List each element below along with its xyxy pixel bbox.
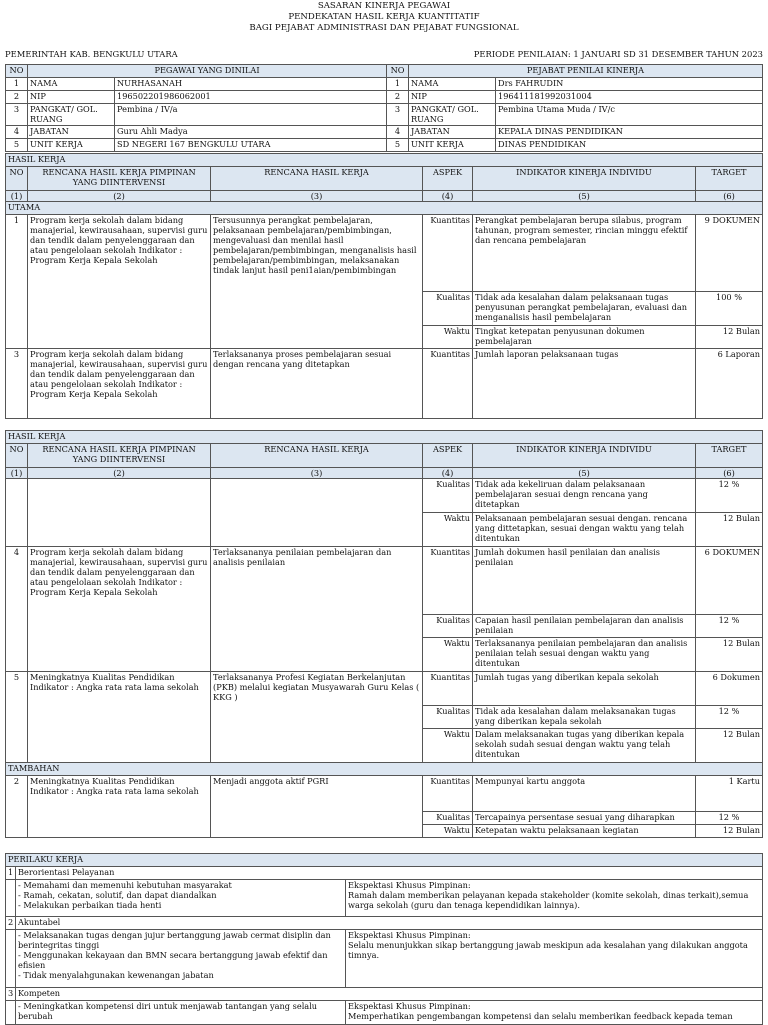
document-header: [0, 0, 768, 34]
rencana-hasil: Terlaksananya penilaian pembelajaran dan analisis penilaian: [211, 547, 423, 672]
utama-label: UTAMA: [6, 202, 763, 215]
indikator: Terlaksananya penilaian pembelajaran dan analisis penilaian telah sesuai dengan waktu yang ditentukan: [473, 638, 696, 672]
pejabat-penilai-title: PEJABAT PENILAI KINERJA: [409, 65, 763, 78]
field-label: NAMA: [409, 78, 496, 91]
aspek: Kualitas: [423, 706, 473, 729]
col-header: INDIKATOR KINERJA INDIVIDU: [473, 167, 696, 191]
table-row: [6, 104, 763, 126]
periode-label: PERIODE PENILAIAN: 1 JANUARI SD 31 DESEMBER TAHUN 2023: [473, 49, 763, 59]
field-value: 196411181992031004: [496, 91, 763, 104]
target: 6 Laporan: [696, 349, 763, 419]
field-label: UNIT KERJA: [409, 139, 496, 152]
ekspektasi-heading: Ekspektasi Khusus Pimpinan:: [348, 880, 471, 890]
section-title: HASIL KERJA: [6, 431, 763, 444]
col-header: RENCANA HASIL KERJA PIMPINAN YANG DIINTERVENSI: [28, 444, 211, 468]
field-value: Drs FAHRUDIN: [496, 78, 763, 91]
ekspektasi-heading: Ekspektasi Khusus Pimpinan:: [348, 1001, 471, 1011]
row-no: 4: [6, 126, 28, 139]
target: 12 Bulan: [696, 729, 763, 763]
row-no: 4: [6, 547, 28, 672]
aspek: Kuantitas: [423, 547, 473, 615]
perilaku-heading: [6, 917, 763, 930]
indikator: Jumlah dokumen hasil penilaian dan analisis penilaian: [473, 547, 696, 615]
field-label: JABATAN: [28, 126, 115, 139]
row-no: 2: [387, 91, 409, 104]
indikator: Tidak ada kesalahan dalam melaksanakan tugas yang diberikan kepala sekolah: [473, 706, 696, 729]
col-header: INDIKATOR KINERJA INDIVIDU: [473, 444, 696, 468]
list-item: - Ramah, cekatan, solutif, dan dapat diandalkan: [18, 890, 217, 900]
col-number: (2): [28, 191, 211, 202]
rencana-pimpinan: Meningkatnya Kualitas Pendidikan Indikator : Angka rata rata lama sekolah: [28, 672, 211, 763]
table-row: [6, 547, 763, 615]
indikator: Perangkat pembelajaran berupa silabus, program tahunan, program semester, rincian minggu efektif dan rencana pembelajaran: [473, 215, 696, 292]
list-item: - Menggunakan kekayaan dan BMN secara bertanggung jawab efektif dan efisien: [18, 950, 328, 970]
row-no: 3: [6, 988, 16, 1001]
header-line-1: SASARAN KINERJA PEGAWAI: [317, 1, 451, 11]
field-label: PANGKAT/ GOL. RUANG: [28, 104, 115, 126]
perilaku-row: [6, 880, 763, 917]
row-no: 1: [6, 78, 28, 91]
table-row: [6, 91, 763, 104]
col-number: (3): [211, 468, 423, 479]
field-value: Guru Ahli Madya: [115, 126, 387, 139]
col-no: NO: [6, 65, 28, 78]
header-line-2: PENDEKATAN HASIL KERJA KUANTITATIF: [288, 12, 480, 22]
target: 9 DOKUMEN: [696, 215, 763, 292]
ekspektasi-text: Selalu menunjukkan sikap bertanggung jawab meskipun ada kesalahan yang dilakukan anggota timnya.: [348, 940, 748, 960]
target: 6 DOKUMEN: [696, 547, 763, 615]
rencana-hasil: Terlaksananya proses pembelajaran sesuai dengan rencana yang ditetapkan: [211, 349, 423, 419]
table-row: [6, 776, 763, 812]
row-no: 5: [6, 139, 28, 152]
col-header: RENCANA HASIL KERJA: [211, 444, 423, 468]
indikator: Jumlah tugas yang diberikan kepala sekolah: [473, 672, 696, 706]
list-item: - Meningkatkan kompetensi diri untuk menjawab tantangan yang selalu berubah: [18, 1001, 318, 1021]
section-title: PERILAKU KERJA: [6, 854, 763, 867]
field-value: DINAS PENDIDIKAN: [496, 139, 763, 152]
rencana-hasil: Terlaksananya Profesi Kegiatan Berkelanjutan (PKB) melalui kegiatan Musyawarah Guru Kelas ( KKG ): [211, 672, 423, 763]
pegawai-dinilai-title: PEGAWAI YANG DINILAI: [28, 65, 387, 78]
target: 6 Dokumen: [696, 672, 763, 706]
target: 12 %: [696, 479, 763, 513]
col-number: (3): [211, 191, 423, 202]
aspek: Waktu: [423, 513, 473, 547]
list-item: - Melaksanakan tugas dengan jujur bertanggung jawab cermat disiplin dan berintegritas tinggi: [18, 930, 331, 950]
rencana-pimpinan: Program kerja sekolah dalam bidang manajerial, kewirausahaan, supervisi guru dan tendik dalam penyelenggaraan dan atau pengelolaan sekolah Indikator : Program Kerja Kepala Sekolah: [28, 215, 211, 349]
field-label: PANGKAT/ GOL. RUANG: [409, 104, 496, 126]
col-number: (2): [28, 468, 211, 479]
perilaku-name: Kompeten: [16, 988, 763, 1001]
indikator: Tidak ada kesalahan dalam pelaksanaan tugas penyusunan perangkat pembelajaran, evaluasi dan menganalisis hasil pembelajaran: [473, 292, 696, 326]
row-no: 3: [387, 104, 409, 126]
aspek: Waktu: [423, 326, 473, 349]
table-row: [6, 215, 763, 292]
ekspektasi-text: Memperhatikan pengembangan kompetensi dan selalu memberikan feedback kepada teman: [348, 1011, 733, 1021]
aspek: Kuantitas: [423, 215, 473, 292]
list-item: - Memahami dan memenuhi kebutuhan masyarakat: [18, 880, 232, 890]
col-header: NO: [6, 167, 28, 191]
indikator: Mempunyai kartu anggota: [473, 776, 696, 812]
col-number: (5): [473, 191, 696, 202]
col-number: (4): [423, 468, 473, 479]
field-value: KEPALA DINAS PENDIDIKAN: [496, 126, 763, 139]
list-item: - Melakukan perbaikan tiada henti: [18, 900, 162, 910]
aspek: Kualitas: [423, 615, 473, 638]
indikator: Tidak ada kekeliruan dalam pelaksanaan pembelajaran sesuai dengn rencana yang ditetapkan: [473, 479, 696, 513]
perilaku-row: [6, 1001, 763, 1025]
rencana-pimpinan: Program kerja sekolah dalam bidang manajerial, kewirausahaan, supervisi guru dan tendik dalam penyelenggaraan dan atau pengelolaan sekolah Indikator : Program Kerja Kepala Sekolah: [28, 349, 211, 419]
target: 12 Bulan: [696, 825, 763, 838]
row-no: 1: [387, 78, 409, 91]
col-number: (6): [696, 191, 763, 202]
field-value: SD NEGERI 167 BENGKULU UTARA: [115, 139, 387, 152]
list-item: - Tidak menyalahgunakan kewenangan jabatan: [18, 970, 214, 980]
indikator: Tercapainya persentase sesuai yang diharapkan: [473, 812, 696, 825]
row-no: 1: [6, 215, 28, 349]
col-header: NO: [6, 444, 28, 468]
target: 12 Bulan: [696, 513, 763, 547]
row-no: 2: [6, 776, 28, 838]
tambahan-label: TAMBAHAN: [6, 763, 763, 776]
target: 1 Kartu: [696, 776, 763, 812]
target: 12 %: [696, 812, 763, 825]
perilaku-kerja-table: [5, 853, 763, 1025]
field-value: NURHASANAH: [115, 78, 387, 91]
indikator: Jumlah laporan pelaksanaan tugas: [473, 349, 696, 419]
col-header: ASPEK: [423, 167, 473, 191]
field-value: Pembina / IV/a: [115, 104, 387, 126]
ekspektasi-heading: Ekspektasi Khusus Pimpinan:: [348, 930, 471, 940]
ekspektasi: [346, 930, 763, 988]
col-header: TARGET: [696, 167, 763, 191]
perilaku-heading: [6, 867, 763, 880]
perilaku-points: [16, 1001, 346, 1025]
indikator: Dalam melaksanakan tugas yang diberikan kepala sekolah sudah sesuai dengan waktu yang telah ditentukan: [473, 729, 696, 763]
col-header: TARGET: [696, 444, 763, 468]
row-no: 1: [6, 867, 16, 880]
table-row: [6, 139, 763, 152]
row-no: 2: [6, 917, 16, 930]
field-value: 196502201986062001: [115, 91, 387, 104]
field-label: UNIT KERJA: [28, 139, 115, 152]
rencana-pimpinan: Program kerja sekolah dalam bidang manajerial, kewirausahaan, supervisi guru dan tendik dalam penyelenggaraan dan atau pengelolaan sekolah Indikator : Program Kerja Kepala Sekolah: [28, 547, 211, 672]
col-no: NO: [387, 65, 409, 78]
ekspektasi: [346, 880, 763, 917]
perilaku-name: Akuntabel: [16, 917, 763, 930]
field-label: NAMA: [28, 78, 115, 91]
field-label: JABATAN: [409, 126, 496, 139]
row-no: 4: [387, 126, 409, 139]
aspek: Waktu: [423, 729, 473, 763]
field-value: Pembina Utama Muda / IV/c: [496, 104, 763, 126]
pegawai-table: [5, 64, 763, 152]
perilaku-row: [6, 930, 763, 988]
col-header: RENCANA HASIL KERJA: [211, 167, 423, 191]
aspek: Waktu: [423, 825, 473, 838]
col-number: (4): [423, 191, 473, 202]
col-number: (1): [6, 191, 28, 202]
table-row: [6, 126, 763, 139]
row-no: 2: [6, 91, 28, 104]
aspek: Kualitas: [423, 292, 473, 326]
hasil-kerja-table-1: [5, 153, 763, 419]
field-label: NIP: [28, 91, 115, 104]
ekspektasi-text: Ramah dalam memberikan pelayanan kepada stakeholder (komite sekolah, dinas terkait),semua warga sekolah (guru dan tenaga kependidikan lainnya).: [348, 890, 749, 910]
table-row: [6, 78, 763, 91]
aspek: Waktu: [423, 638, 473, 672]
indikator: Pelaksanaan pembelajaran sesuai dengan. rencana yang dittetapkan, sesuai dengan waktu yang telah ditentukan: [473, 513, 696, 547]
aspek: Kualitas: [423, 479, 473, 513]
perilaku-points: [16, 880, 346, 917]
indikator: Capaian hasil penilaian pembelajaran dan analisis penilaian: [473, 615, 696, 638]
col-number: (1): [6, 468, 28, 479]
perilaku-points: [16, 930, 346, 988]
perilaku-heading: [6, 988, 763, 1001]
aspek: Kualitas: [423, 812, 473, 825]
rencana-hasil: Tersusunnya perangkat pembelajaran, pelaksanaan pembelajaran/pembimbingan, mengevaluasi dan menilai hasil pembelajaran/pembimbingan, menganalisis hasil pembelajaran/pembimbingan, melaksanakan tindak lanjut hasil peni1aian/pembimbingan: [211, 215, 423, 349]
perilaku-name: Berorientasi Pelayanan: [16, 867, 763, 880]
rencana-hasil: Menjadi anggota aktif PGRI: [211, 776, 423, 838]
col-number: (6): [696, 468, 763, 479]
aspek: Kuantitas: [423, 349, 473, 419]
target: 12 Bulan: [696, 638, 763, 672]
row-no: 5: [6, 672, 28, 763]
aspek: Kuantitas: [423, 776, 473, 812]
col-header: RENCANA HASIL KERJA PIMPINAN YANG DIINTERVENSI: [28, 167, 211, 191]
field-label: NIP: [409, 91, 496, 104]
row-no: 5: [387, 139, 409, 152]
instansi-label: PEMERINTAH KAB. BENGKULU UTARA: [5, 49, 178, 59]
target: 12 Bulan: [696, 326, 763, 349]
row-no: 3: [6, 349, 28, 419]
indikator: Tingkat ketepatan penyusunan dokumen pembelajaran: [473, 326, 696, 349]
target: 12 %: [696, 615, 763, 638]
table-row: [6, 349, 763, 419]
ekspektasi: [346, 1001, 763, 1025]
indikator: Ketepatan waktu pelaksanaan kegiatan: [473, 825, 696, 838]
aspek: Kuantitas: [423, 672, 473, 706]
table-row: [6, 672, 763, 706]
table-row: [6, 479, 763, 513]
col-header: ASPEK: [423, 444, 473, 468]
col-number: (5): [473, 468, 696, 479]
hasil-kerja-table-2: [5, 430, 763, 838]
meta-row: [5, 49, 763, 59]
row-no: 3: [6, 104, 28, 126]
target: 12 %: [696, 706, 763, 729]
rencana-pimpinan: Meningkatnya Kualitas Pendidikan Indikator : Angka rata rata lama sekolah: [28, 776, 211, 838]
header-line-3: BAGI PEJABAT ADMINISTRASI DAN PEJABAT FUNGSIONAL: [249, 23, 519, 33]
target: 100 %: [696, 292, 763, 326]
section-title: HASIL KERJA: [6, 154, 763, 167]
